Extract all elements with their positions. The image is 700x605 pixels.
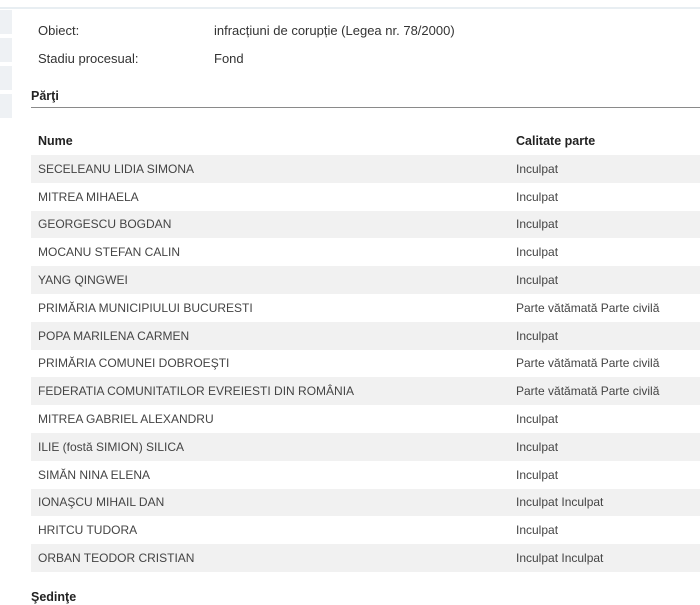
cell-name: HRITCU TUDORA [38,523,138,538]
cell-name: IONAŞCU MIHAIL DAN [38,495,165,510]
table-row [31,183,700,211]
cell-role: Inculpat [516,328,559,343]
table-row [31,238,700,266]
cell-name: POPA MARILENA CARMEN [38,328,190,343]
cell-name: SIMĂN NINA ELENA [38,467,151,482]
table-header-row [31,127,700,155]
cell-role: Parte vătămată Parte civilă [516,384,660,399]
cell-role: Inculpat [516,189,559,204]
cell-name: PRIMĂRIA COMUNEI DOBROEŞTI [38,356,230,371]
top-border [0,7,700,9]
sidebar-tab[interactable] [0,66,12,90]
cell-role: Inculpat [516,217,559,232]
cell-role: Inculpat Inculpat [516,495,604,510]
table-row [31,489,700,517]
field-label: Obiect: [38,23,80,38]
section-title-parti: Părţi [31,89,59,103]
sidebar-tab[interactable] [0,10,12,34]
table-row [31,294,700,322]
table-row [31,433,700,461]
cell-name: FEDERATIA COMUNITATILOR EVREIESTI DIN ROMÂNIA [38,384,355,399]
cell-role: Parte vătămată Parte civilă [516,356,660,371]
cell-name: GEORGESCU BOGDAN [38,217,172,232]
cell-role: Inculpat [516,439,559,454]
cell-role: Inculpat [516,161,559,176]
table-row [31,266,700,294]
section-title-sedinte: Şedinţe [31,590,77,604]
column-header-calitate: Calitate parte [516,134,596,148]
cell-name: ILIE (fostă SIMION) SILICA [38,439,185,454]
table-row [31,544,700,572]
cell-role: Inculpat [516,245,559,260]
table-row [31,350,700,378]
cell-name: MITREA MIHAELA [38,189,139,204]
cell-role: Inculpat [516,467,559,482]
cell-name: MITREA GABRIEL ALEXANDRU [38,412,214,427]
cell-role: Inculpat [516,412,559,427]
table-row [31,461,700,489]
column-header-nume: Nume [38,134,73,148]
cell-role: Parte vătămată Parte civilă [516,300,660,315]
table-row [31,211,700,239]
table-row [31,516,700,544]
table-row [31,405,700,433]
cell-name: SECELEANU LIDIA SIMONA [38,161,195,176]
table-row [31,155,700,183]
sidebar-tab[interactable] [0,38,12,62]
field-value: infracțiuni de corupție (Legea nr. 78/2000) [214,23,455,38]
cell-name: MOCANU STEFAN CALIN [38,245,181,260]
field-value: Fond [214,51,244,66]
table-row [31,322,700,350]
table-row [31,377,700,405]
cell-name: YANG QINGWEI [38,273,128,288]
cell-name: ORBAN TEODOR CRISTIAN [38,551,195,566]
left-sidebar-strip [0,10,12,140]
section-divider [31,107,700,108]
field-label: Stadiu procesual: [38,51,139,66]
cell-name: PRIMĂRIA MUNICIPIULUI BUCURESTI [38,300,253,315]
cell-role: Inculpat Inculpat [516,551,604,566]
sidebar-tab[interactable] [0,94,12,118]
cell-role: Inculpat [516,273,559,288]
cell-role: Inculpat [516,523,559,538]
parti-table [31,127,700,572]
